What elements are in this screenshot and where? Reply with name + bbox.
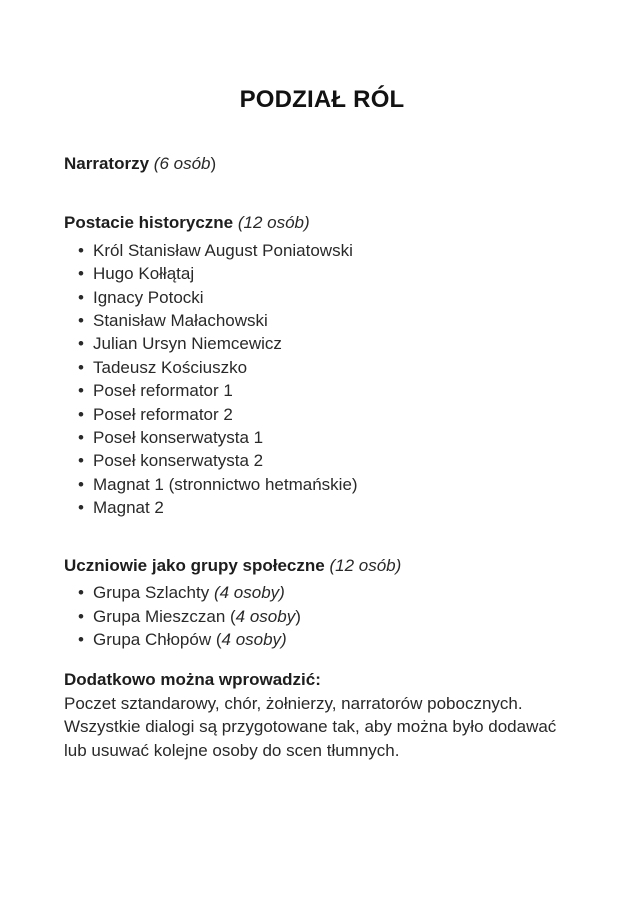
heading-text: Uczniowie jako grupy społeczne bbox=[64, 555, 325, 575]
heading-text: Postacie historyczne bbox=[64, 213, 234, 233]
list-item: • Magnat 2 bbox=[78, 496, 580, 519]
list-item: • Ignacy Potocki bbox=[78, 286, 580, 309]
heading-count-tail: ) bbox=[210, 154, 217, 173]
item-count-tail: ) bbox=[295, 606, 301, 626]
page-title: PODZIAŁ RÓL bbox=[239, 86, 405, 113]
heading-text: Dodatkowo można wprowadzić: bbox=[64, 670, 321, 690]
list-item: • Poseł reformator 1 bbox=[78, 379, 580, 402]
item-text: Grupa Mieszczan ( bbox=[93, 606, 236, 626]
item-count: 4 osoby) bbox=[221, 629, 287, 649]
heading-count: (12 osób) bbox=[329, 555, 402, 575]
list-item: • Poseł konserwatysta 1 bbox=[78, 426, 580, 449]
section-heading-postacie-historyczne bbox=[64, 211, 580, 234]
item-count: (4 osoby) bbox=[213, 583, 285, 603]
section-heading-dodatkowo bbox=[64, 668, 580, 691]
item-count: 4 osoby bbox=[235, 606, 296, 626]
paragraph-line: lub usuwać kolejne osoby do scen tłumnych. bbox=[64, 740, 400, 760]
paragraph-line: Wszystkie dialogi są przygotowane tak, aby można było dodawać bbox=[64, 717, 557, 737]
section-heading-narratorzy bbox=[64, 152, 580, 175]
role-list-postacie-historyczne bbox=[64, 239, 580, 520]
list-item: • Tadeusz Kościuszko bbox=[78, 356, 580, 379]
list-item bbox=[78, 581, 580, 604]
list-item: • Hugo Kołłątaj bbox=[78, 262, 580, 285]
item-text: Grupa Chłopów ( bbox=[93, 629, 222, 649]
list-item: • Magnat 1 (stronnictwo hetmańskie) bbox=[78, 473, 580, 496]
closing-paragraph bbox=[64, 692, 580, 762]
heading-text: Narratorzy bbox=[64, 154, 150, 173]
heading-count: (6 osób bbox=[153, 154, 211, 173]
list-item: • Poseł konserwatysta 2 bbox=[78, 449, 580, 472]
role-list-grupy-spoleczne bbox=[64, 581, 580, 651]
list-item: • Poseł reformator 2 bbox=[78, 403, 580, 426]
list-item bbox=[78, 628, 580, 651]
list-item: • Król Stanisław August Poniatowski bbox=[78, 239, 580, 262]
list-item: • Julian Ursyn Niemcewicz bbox=[78, 332, 580, 355]
list-item: • Stanisław Małachowski bbox=[78, 309, 580, 332]
heading-count: (12 osób) bbox=[237, 213, 310, 233]
section-heading-uczniowie-grupy bbox=[64, 554, 580, 577]
list-item bbox=[78, 605, 580, 628]
paragraph-line: Poczet sztandarowy, chór, żołnierzy, narratorów pobocznych. bbox=[64, 693, 523, 713]
item-text: Grupa Szlachty bbox=[93, 583, 214, 603]
